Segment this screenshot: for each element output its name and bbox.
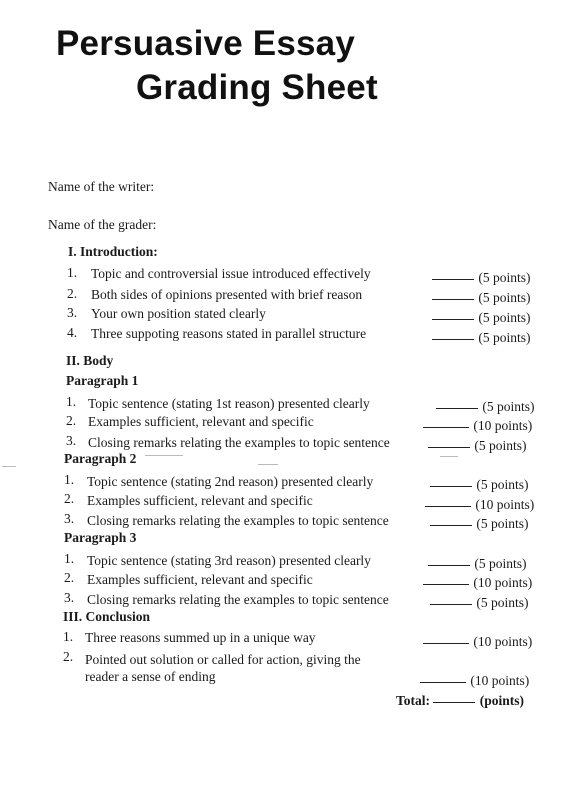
paragraph-2-heading: Paragraph 2: [64, 451, 137, 466]
grader-name-label: Name of the grader:: [48, 217, 157, 232]
score-line: [423, 634, 532, 650]
points-value: (10 points): [473, 575, 533, 590]
blank-score-line: [432, 339, 474, 340]
blank-score-line: [430, 486, 472, 487]
criterion-text: Examples sufficient, relevant and specific: [87, 572, 313, 587]
score-line: [430, 516, 529, 532]
scan-speck: [145, 455, 183, 456]
paragraph-1-heading: Paragraph 1: [66, 373, 139, 388]
score-line: [428, 438, 527, 454]
blank-score-line: [423, 643, 469, 644]
blank-score-line: [423, 427, 469, 428]
page-title-line2: Grading Sheet: [136, 68, 378, 107]
item-number: 2.: [64, 491, 75, 506]
blank-score-line: [423, 584, 469, 585]
criterion-text: Your own position stated clearly: [91, 306, 266, 321]
item-number: 2.: [66, 413, 77, 428]
blank-score-line: [432, 319, 474, 320]
criterion-text: Examples sufficient, relevant and specific: [88, 414, 314, 429]
score-line: [425, 497, 534, 513]
criterion-text: Topic sentence (stating 2nd reason) presented clearly: [87, 474, 374, 489]
criterion-text: Closing remarks relating the examples to topic sentence: [87, 513, 389, 528]
points-value: (5 points): [482, 399, 535, 414]
item-number: 3.: [64, 590, 75, 605]
page-title-line1: Persuasive Essay: [56, 24, 355, 63]
score-line: [432, 270, 531, 286]
criterion-text: Both sides of opinions presented with brief reason: [91, 287, 363, 302]
score-line: [432, 330, 531, 346]
score-line: [432, 290, 531, 306]
scan-speck: [440, 456, 458, 457]
score-line: [430, 595, 529, 611]
score-line: [436, 399, 535, 415]
item-number: 1.: [64, 551, 75, 566]
points-value: (5 points): [478, 330, 531, 345]
points-value: (5 points): [474, 556, 527, 571]
criterion-text-continued: reader a sense of ending: [85, 669, 216, 684]
points-value: (5 points): [474, 438, 527, 453]
blank-score-line: [432, 279, 474, 280]
scan-speck: [258, 464, 278, 465]
blank-score-line: [428, 565, 470, 566]
criterion-text: Examples sufficient, relevant and specific: [87, 493, 313, 508]
item-number: 4.: [67, 325, 78, 340]
blank-score-line: [425, 506, 471, 507]
section-heading-introduction: I. Introduction:: [68, 244, 158, 259]
writer-name-label: Name of the writer:: [48, 179, 155, 194]
criterion-text: Three reasons summed up in a unique way: [85, 630, 316, 645]
score-line: [432, 310, 531, 326]
item-number: 1.: [64, 472, 75, 487]
section-heading-conclusion: III. Conclusion: [63, 609, 151, 624]
blank-score-line: [420, 682, 466, 683]
points-value: (10 points): [470, 673, 530, 688]
item-number: 3.: [64, 511, 75, 526]
criterion-text: Closing remarks relating the examples to topic sentence: [88, 435, 390, 450]
total-row: [396, 693, 524, 709]
total-points: (points): [479, 693, 525, 708]
blank-score-line: [432, 299, 474, 300]
points-value: (10 points): [473, 634, 533, 649]
blank-score-line: [430, 525, 472, 526]
item-number: 2.: [63, 649, 74, 664]
points-value: (5 points): [478, 310, 531, 325]
blank-score-line: [436, 408, 478, 409]
points-value: (10 points): [475, 497, 535, 512]
criterion-text: Topic sentence (stating 1st reason) presented clearly: [88, 396, 370, 411]
criterion-text: Topic sentence (stating 3rd reason) presented clearly: [87, 553, 371, 568]
item-number: 2.: [64, 570, 75, 585]
scan-speck: [2, 466, 16, 467]
blank-score-line: [428, 447, 470, 448]
total-label: Total:: [396, 693, 431, 708]
item-number: 2.: [67, 286, 78, 301]
points-value: (5 points): [478, 290, 531, 305]
item-number: 1.: [67, 265, 78, 280]
score-line: [428, 556, 527, 572]
points-value: (5 points): [476, 516, 529, 531]
blank-total-line: [433, 702, 475, 703]
score-line: [430, 477, 529, 493]
criterion-text: Pointed out solution or called for action, giving the: [85, 652, 361, 667]
criterion-text: Closing remarks relating the examples to topic sentence: [87, 592, 389, 607]
points-value: (5 points): [476, 477, 529, 492]
score-line: [420, 673, 529, 689]
score-line: [423, 418, 532, 434]
points-value: (5 points): [478, 270, 531, 285]
criterion-text: Topic and controversial issue introduced effectively: [91, 266, 371, 281]
item-number: 1.: [63, 629, 74, 644]
item-number: 3.: [67, 305, 78, 320]
section-heading-body: II. Body: [66, 353, 114, 368]
paragraph-3-heading: Paragraph 3: [64, 530, 137, 545]
item-number: 3.: [66, 433, 77, 448]
blank-score-line: [430, 604, 472, 605]
points-value: (10 points): [473, 418, 533, 433]
item-number: 1.: [66, 394, 77, 409]
points-value: (5 points): [476, 595, 529, 610]
score-line: [423, 575, 532, 591]
criterion-text: Three suppoting reasons stated in parallel structure: [91, 326, 367, 341]
